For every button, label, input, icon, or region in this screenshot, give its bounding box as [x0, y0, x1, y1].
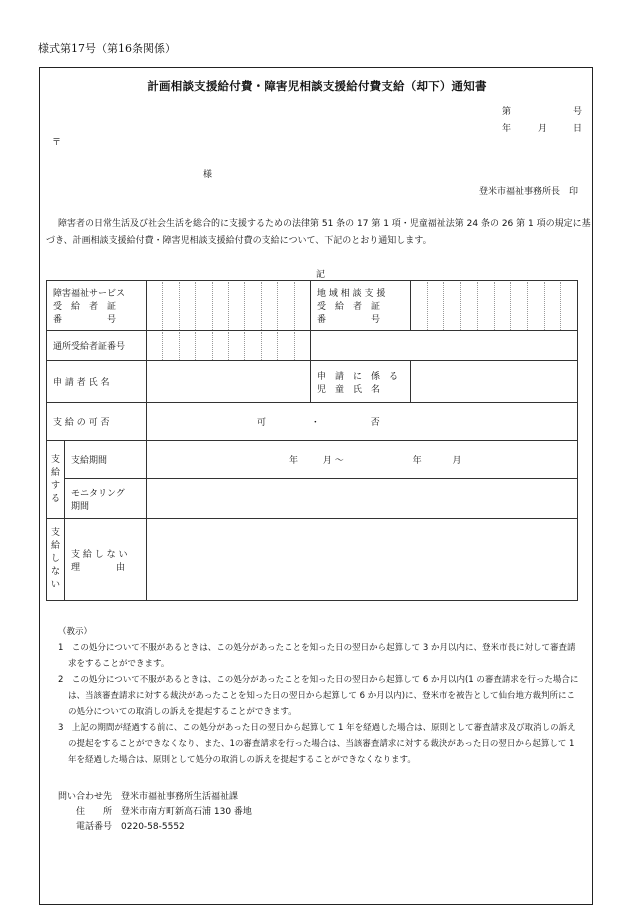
date-day: 日: [573, 124, 583, 134]
empty-cell: [311, 331, 578, 361]
monitoring-field[interactable]: [147, 479, 578, 519]
contact-label: 問い合わせ先: [58, 792, 113, 802]
period-label: 支給期間: [65, 441, 147, 479]
instructions: [58, 624, 583, 768]
approval-row: [47, 403, 578, 441]
recipient-number-field[interactable]: [147, 281, 311, 331]
address-value: 登米市南方町新高石浦 130 番地: [121, 807, 252, 817]
recipient-number-row: [47, 281, 578, 331]
approve-option[interactable]: 可: [257, 418, 267, 428]
date-month: 月: [538, 124, 548, 134]
number-suffix: 号: [573, 107, 583, 117]
addressee-suffix: 様: [203, 170, 213, 180]
regional-number-field[interactable]: [411, 281, 578, 331]
monitoring-label: モニタリング 期間: [65, 479, 147, 519]
approval-field[interactable]: [147, 403, 578, 441]
tel-label: 電話番号: [76, 822, 113, 832]
child-name-label: 申 請 に 係 る 児 童 氏 名: [311, 361, 411, 403]
reason-label: 支 給 し な い 理 由: [65, 519, 147, 601]
instructions-heading: （教示）: [58, 627, 93, 637]
regional-number-label: 地 域 相 談 支 援 受 給 者 証 番 号: [311, 281, 411, 331]
number-prefix: 第: [502, 107, 512, 117]
grant-vertical-label: 支 給 す る: [47, 441, 65, 519]
period-row: [47, 441, 578, 479]
details-table: [46, 280, 578, 601]
postal-mark: 〒: [52, 138, 62, 148]
instruction-item: 3 上記の期間が経過する前に、この処分があった日の翌日から起算して 1 年を経過した場合は、原則として審査請求及び取消しの訴えの提起をすることができなくなり、また、1の審査請求を行った場合は、当該審査請求に対する裁決があった日の翌日から起算して 1 年を経過した場合は、原則として処分の取消しの訴えを提起することができなくなります。: [58, 723, 576, 765]
period-year-end: 年: [412, 456, 422, 466]
daycare-number-field[interactable]: [147, 331, 311, 361]
form-code: 様式第17号（第16条関係）: [38, 42, 176, 55]
separator-dot: ・: [310, 418, 320, 428]
nogrant-vertical-label: 支 給 し な い: [47, 519, 65, 601]
period-year: 年: [289, 456, 299, 466]
ki-mark: 記: [316, 270, 326, 280]
applicant-name-label: 申 請 者 氏 名: [47, 361, 147, 403]
daycare-number-label: 通所受給者証番号: [47, 331, 147, 361]
period-month-end: 月: [452, 456, 462, 466]
document-title: 計画相談支援給付費・障害児相談支援給付費支給（却下）通知書: [147, 79, 487, 93]
reason-field[interactable]: [147, 519, 578, 601]
contact-dept: 登米市福祉事務所生活福祉課: [121, 792, 239, 802]
instruction-item: 2 この処分について不服があるときは、この処分があったことを知った日の翌日から起算して 6 か月以内(1 の審査請求を行った場合には、当該審査請求に対する裁決があったことを知った日の翌日から起算して 6 か月以内)に、登米市を被告として仙台地方裁判所にこの処分についての取消しの訴えを提起することができます。: [58, 675, 579, 717]
child-name-field[interactable]: [411, 361, 578, 403]
applicant-name-field[interactable]: [147, 361, 311, 403]
notice-frame: [39, 67, 593, 905]
period-field[interactable]: [147, 441, 578, 479]
recipient-number-label: 障害福祉サービス 受 給 者 証 番 号: [47, 281, 147, 331]
tel-value: 0220-58-5552: [121, 822, 185, 832]
approval-label: 支 給 の 可 否: [47, 403, 147, 441]
contact-block: [58, 790, 252, 835]
daycare-number-row: [47, 331, 578, 361]
reason-row: [47, 519, 578, 601]
applicant-row: [47, 361, 578, 403]
period-month-to: 月 〜: [322, 456, 344, 466]
sender-name: 登米市福祉事務所長 印: [478, 187, 578, 197]
monitoring-row: [47, 479, 578, 519]
instruction-item: 1 この処分について不服があるときは、この処分があったことを知った日の翌日から起算して 3 か月以内に、登米市長に対して審査請求をすることができます。: [58, 643, 576, 669]
body-text: 障害者の日常生活及び社会生活を総合的に支援するための法律第 51 条の 17 第 1 項・児童福祉法第 24 条の 26 第 1 項の規定に基づき、計画相談支援給付費・障害児相談支援給付費の支給について、下記のとおり通知します。: [46, 219, 591, 246]
date-year: 年: [502, 124, 512, 134]
address-label: 住 所: [76, 807, 113, 817]
deny-option[interactable]: 否: [370, 418, 380, 428]
